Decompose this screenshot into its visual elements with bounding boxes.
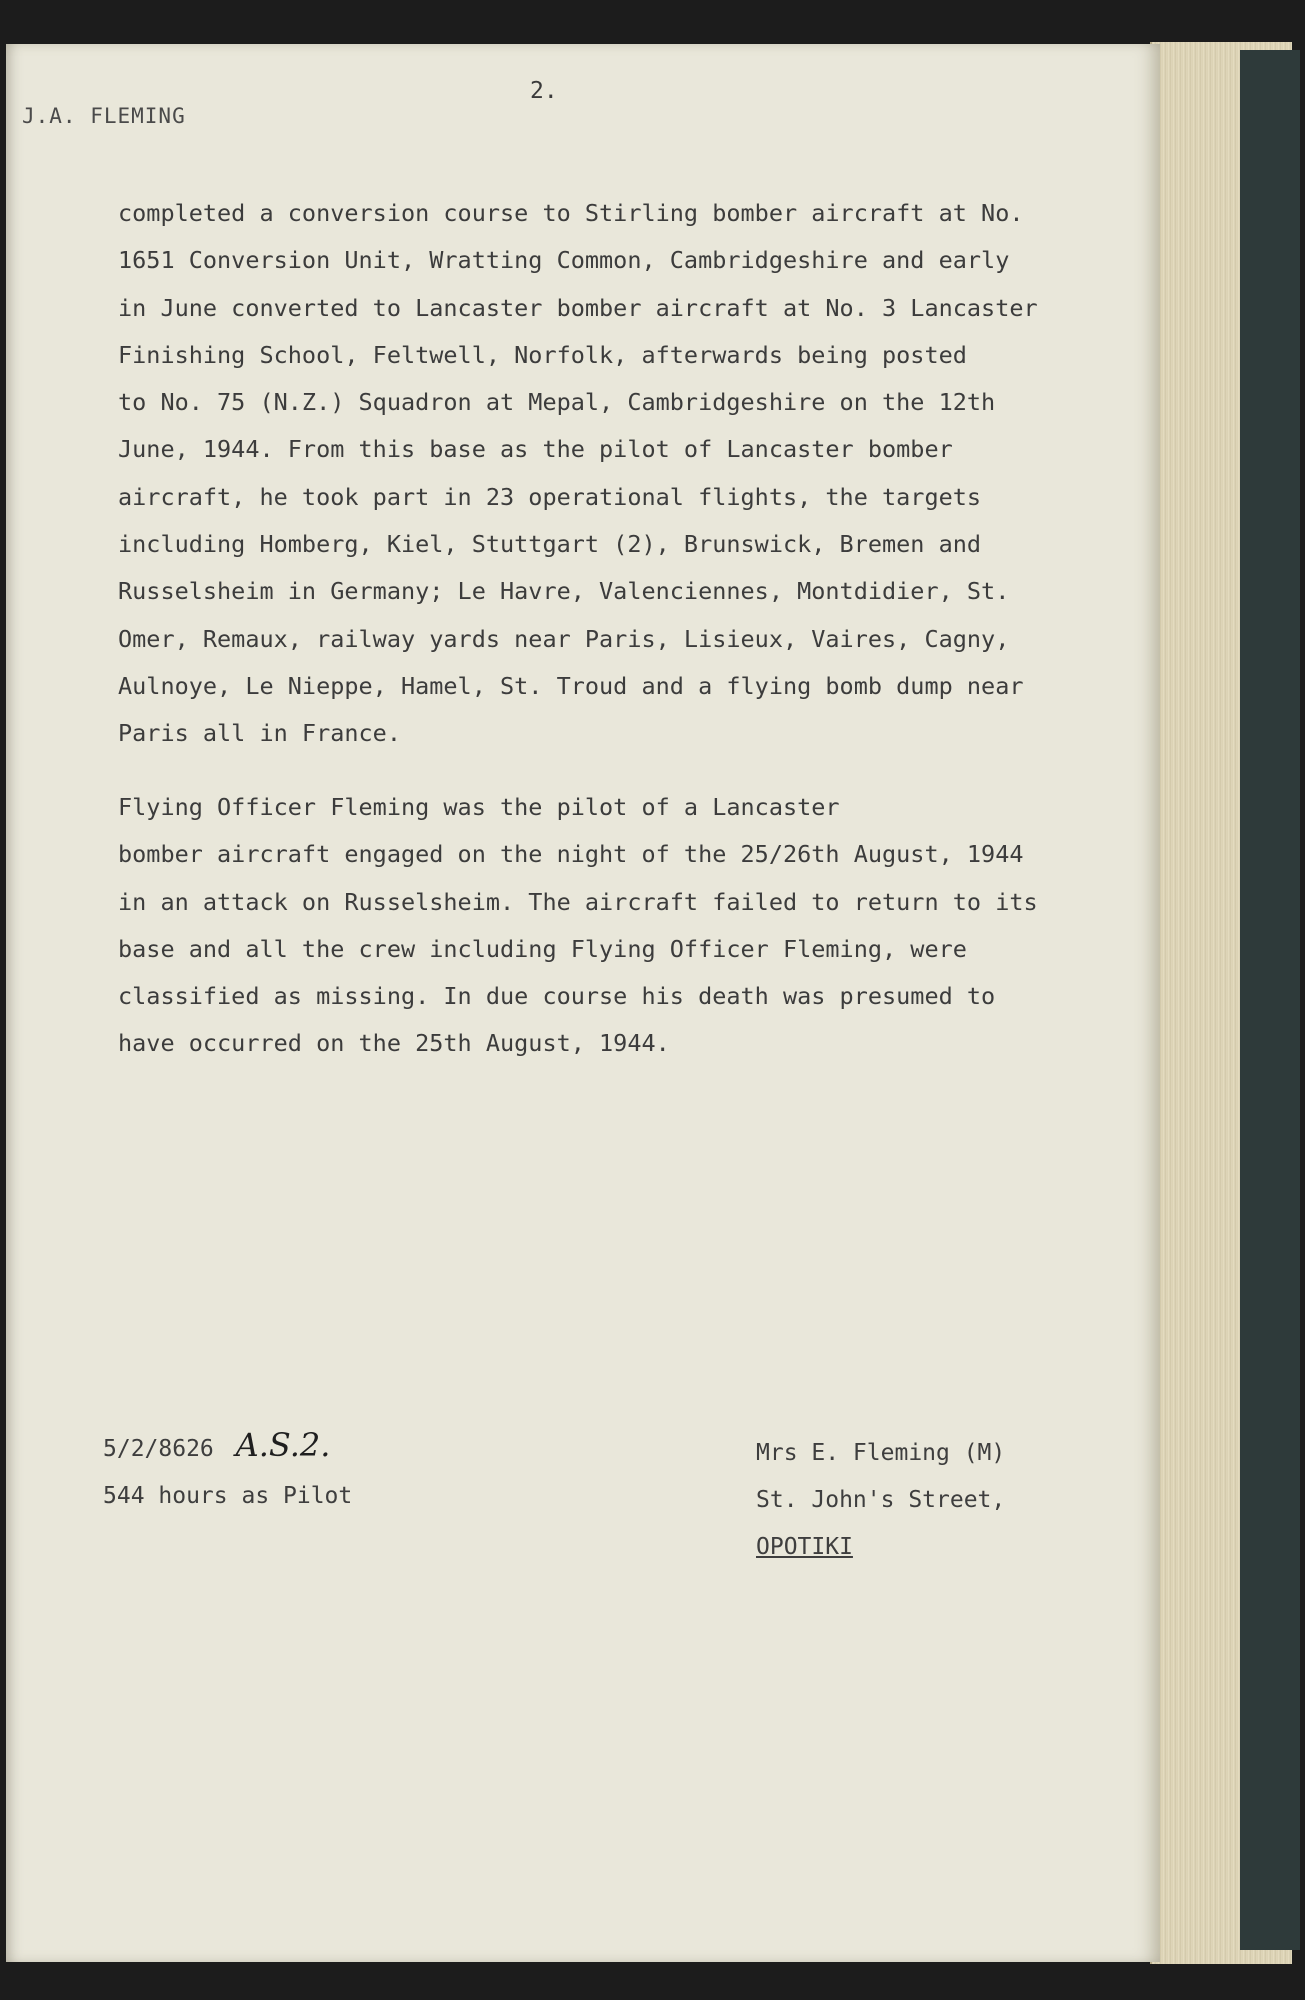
header-name: J.A. FLEMING xyxy=(22,104,186,128)
file-reference-line xyxy=(103,1422,352,1473)
handwritten-note: A.S.2. xyxy=(235,1426,331,1464)
file-reference: 5/2/8626 xyxy=(103,1436,214,1462)
body-paragraph-2: Flying Officer Fleming was the pilot of a Lancaster bomber aircraft engaged on the night of the 25/26th August, 1944 in an attack on Russelsheim. The aircraft failed to return to its base and all the crew including Flying Officer Fleming, were classified as missing. In due course his death was presumed to have occurred on the 25th August, 1944. xyxy=(118,793,1038,1058)
footer-reference xyxy=(103,1422,352,1520)
address-line-1: Mrs E. Fleming (M) xyxy=(756,1440,1006,1466)
next-of-kin-address xyxy=(756,1430,1005,1571)
body-paragraph-1: completed a conversion course to Stirling bomber aircraft at No. 1651 Conversion Unit, Wratting Common, Cambridgeshire and early in June converted to Lancaster bomber aircraft at No. 3 Lancaster Finishing School, Feltwell, Norfolk, afterwards being posted to No. 75 (N.Z.) Squadron at Mepal, Cambridgeshire on the 12th June, 1944. From this base as the pilot of Lancaster bomber aircraft, he took part in 23 operational flights, the targets including Homberg, Kiel, Stuttgart (2), Brunswick, Bremen and Russelsheim in Germany; Le Havre, Valenciennes, Montdidier, St. Omer, Remaux, railway yards near Paris, Lisieux, Vaires, Cagny, Aulnoye, Le Nieppe, Hamel, St. Troud and a flying bomb dump near Paris all in France. xyxy=(118,199,1038,748)
address-line-3: OPOTIKI xyxy=(756,1534,853,1560)
address-line-2: St. John's Street, xyxy=(756,1487,1006,1513)
page-number: 2. xyxy=(530,78,558,104)
book-cover xyxy=(1240,50,1300,1950)
hours-as-pilot: 544 hours as Pilot xyxy=(103,1483,353,1509)
